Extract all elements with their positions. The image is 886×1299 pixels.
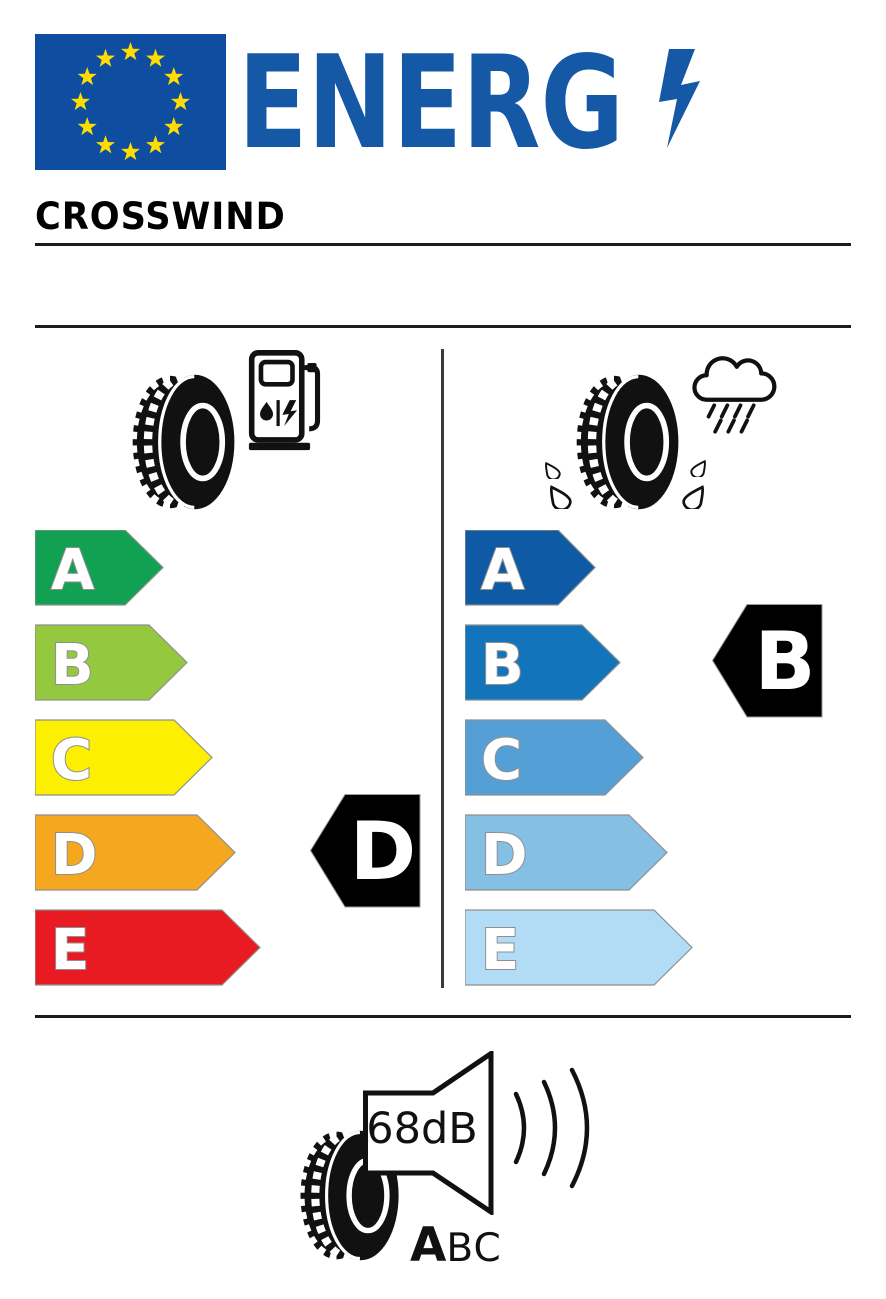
fuel-class-label-d: D	[51, 823, 98, 888]
wet-grip-rating-letter: B	[754, 615, 816, 708]
rain-cloud-icon	[686, 350, 780, 440]
wet-class-label-b: B	[481, 633, 524, 698]
sound-waves-icon	[508, 1062, 608, 1192]
splash-droplet-icon	[546, 484, 576, 509]
fuel-efficiency-scale	[35, 530, 265, 986]
energ-logo-text: ENERG	[238, 45, 624, 157]
wet-class-label-d: D	[481, 823, 528, 888]
noise-class-scale	[410, 1218, 502, 1273]
splash-droplet-icon	[678, 484, 708, 509]
splash-droplet-icon	[543, 461, 563, 479]
wet-class-label-c: C	[481, 728, 523, 793]
divider-bottom	[35, 1015, 851, 1018]
brand-name: CROSSWIND	[35, 195, 286, 238]
fuel-class-label-a: A	[51, 538, 95, 603]
fuel-class-label-c: C	[51, 728, 93, 793]
wet-grip-rating-arrow	[712, 604, 823, 718]
noise-value: 68dB	[366, 1104, 478, 1154]
wet-class-label-a: A	[481, 538, 525, 603]
divider-middle	[35, 325, 851, 328]
wet-class-label-e: E	[481, 918, 520, 983]
eu-flag-icon	[35, 34, 226, 170]
noise-class-rating: A	[410, 1218, 447, 1273]
splash-droplet-icon	[688, 459, 708, 477]
fuel-class-label-e: E	[51, 918, 90, 983]
fuel-pump-icon	[248, 350, 324, 452]
divider-vertical	[441, 349, 444, 988]
tire-wet-icon	[572, 372, 684, 512]
divider-top	[35, 243, 851, 246]
fuel-rating-arrow	[310, 794, 421, 908]
fuel-rating-letter: D	[349, 805, 417, 898]
noise-class-others: BC	[446, 1226, 502, 1271]
fuel-class-label-b: B	[51, 633, 94, 698]
tire-icon	[128, 372, 240, 512]
wet-grip-scale	[465, 530, 697, 986]
energ-logo	[236, 45, 711, 157]
lightning-bolt-icon	[659, 49, 700, 148]
